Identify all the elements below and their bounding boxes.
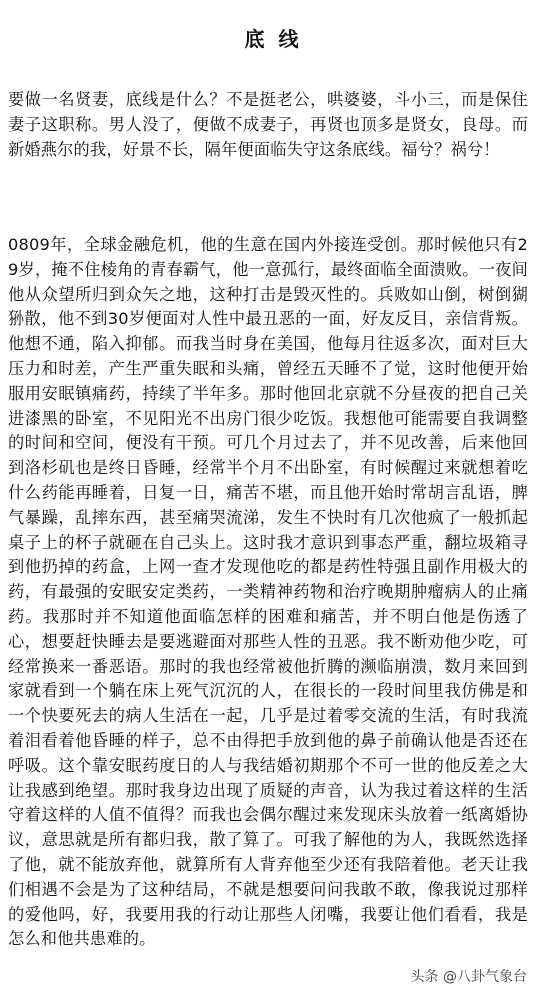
watermark xyxy=(409,965,529,987)
document-title: 底线 xyxy=(244,27,313,52)
watermark-text: 头条 @八卦气象台 xyxy=(410,969,527,985)
paragraph-intro: 要做一名贤妻，底线是什么？不是挺老公，哄婆婆，斗小三，而是保住妻子这职称。男人没了，便做不成妻子，再贤也顶多是贤女，良母。而新婚燕尔的我，好景不长，隔年便面临失守这条底线。福兮？祸兮！ xyxy=(8,90,528,159)
paragraph-story: 0809年，全球金融危机，他的生意在国内外接连受创。那时候他只有29岁，掩不住棱角的青春霸气，他一意孤行，最终面临全面溃败。一夜间他从众望所归到众矢之地，这种打击是毁灭性的。兵败如山倒，树倒猢狲散，他不到30岁便面对人性中最丑恶的一面，好友反目，亲信背叛。他想不通，陷入抑郁。而我当时身在美国，他每月往返多次，面对巨大压力和时差，产生严重失眠和头痛，曾经五天睡不了觉，这时他便开始服用安眠镇痛药，持续了半年多。那时他回北京就不分昼夜的把自己关进漆黑的卧室，不见阳光不出房门很少吃饭。我想他可能需要自我调整的时间和空间，便没有干预。可几个月过去了，并不见改善，后来他回到洛杉矶也是终日昏睡，经常半个月不出卧室，有时候醒过来就想着吃什么药能再睡着，日复一日，痛苦不堪，而且他开始时常胡言乱语，脾气暴躁，乱摔东西，甚至痛哭流涕，发生不快时有几次他疯了一般抓起桌子上的杯子就砸在自己头上。这时我才意识到事态严重，翻垃圾箱寻到他扔掉的药盒，上网一查才发现他吃的都是药性特强且副作用极大的药，有最强的安眠安定类药，一类精神药物和治疗晚期肿瘤病人的止痛药。我那时并不知道他面临怎样的困难和痛苦，并不明白他是伤透了心，想要赶快睡去是要逃避面对那些人性的丑恶。我不断劝他少吃，可经常换来一番恶语。那时的我也经常被他折腾的濒临崩溃，数月来回到家就看到一个躺在床上死气沉沉的人，在很长的一段时间里我仿佛是和一个快要死去的病人生活在一起，几乎是过着零交流的生活，有时我流着泪看着他昏睡的样子，总不由得把手放到他的鼻子前确认他是否还在呼吸。这个靠安眠药度日的人与我结婚初期那个不可一世的他反差之大让我感到绝望。那时我身边出现了质疑的声音，认为我过着这样的生活守着这样的人值不值得？而我也会偶尔醒过来发现床头放着一纸离婚协议，意思就是所有都归我，散了算了。可我了解他的为人，我既然选择了他，就不能放弃他，就算所有人背弃他至少还有我陪着他。老天让我们相遇不会是为了这种结局，不就是想要问问我敢不敢，像我说过那样的爱他吗，好，我要用我的行动让那些人闭嘴，我要让他们看看，我是怎么和他共患难的。 xyxy=(8,235,528,949)
